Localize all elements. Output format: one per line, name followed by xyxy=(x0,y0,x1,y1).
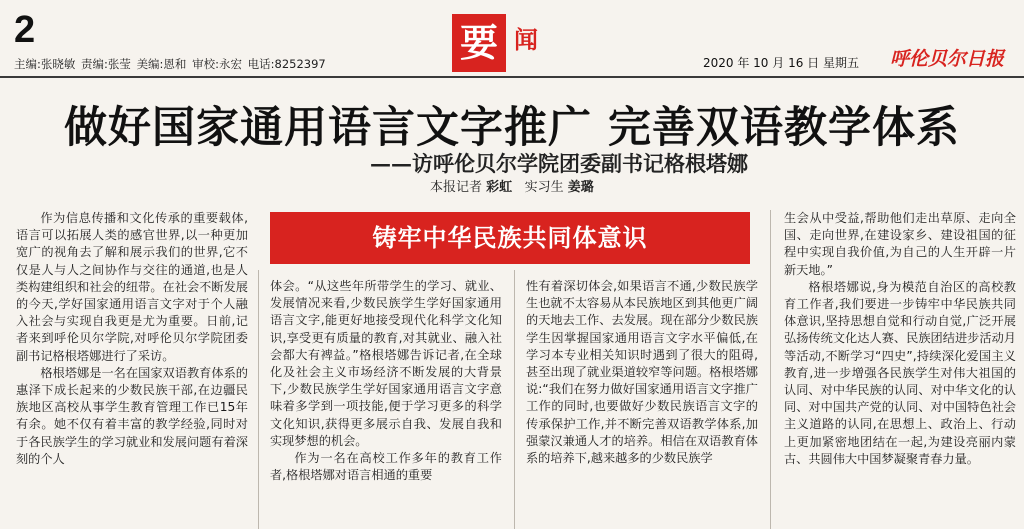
paragraph: 生会从中受益,帮助他们走出草原、走向全国、走向世界,在建设家乡、建设祖国的征程中实现自我价值,为自己的人生开辟一片新天地。” xyxy=(784,211,1016,277)
byline-reporter-label: 本报记者 xyxy=(430,180,483,195)
paragraph: 作为信息传播和文化传承的重要载体,语言可以拓展人类的感官世界,以一种更加宽广的视角去了解和展示我们的世界,它不仅是人与人之间协作与交往的通道,也是人类构建组织和社会的纽带。在社会不断发展的今天,学好国家通用语言文字对于个人融入社会与实现自我更是尤为重要。日前,记者来到呼伦贝尔学院,对呼伦贝尔学院团委副书记格根塔娜进行了采访。 xyxy=(16,211,248,363)
paragraph: 体会。“从这些年所带学生的学习、就业、发展情况来看,少数民族学生学好国家通用语言文字,能更好地接受现代化科学文化知识,享受更有质量的教育,对其就业、融入社会都大有裨益。”格根塔娜告诉记者,在全球化及社会主义市场经济不断发展的大背景下,少数民族学生学好国家通用语言文字意味着多学到一项技能,便于学习更多的科学文化知识,获得更多展示自我、发展自我和实现梦想的机会。 xyxy=(270,279,502,448)
credit-proofreader: 审校:永宏 xyxy=(192,57,242,71)
paragraph: 格根塔娜说,身为模范自治区的高校教育工作者,我们要进一步铸牢中华民族共同体意识,坚持思想自觉和行动自觉,广泛开展弘扬传统文化达人赛、民族团结进步活动月等活动,不断学习“四史”,持续深化爱国主义教育,进一步增强各民族学生对伟大祖国的认同、对中华民族的认同、对中华文化的认同、对中国共产党的认同、对中国特色社会主义道路的认同,在思想上、政治上、行动上更加紧密地团结在一起,为建设亮丽内蒙古、共圆伟大中国梦凝聚青春力量。 xyxy=(784,279,1016,466)
paragraph: 作为一名在高校工作多年的教育工作者,格根塔娜对语言相通的重要 xyxy=(270,451,502,483)
page-number: 2 xyxy=(14,9,36,51)
credit-phone: 电话:8252397 xyxy=(247,57,326,71)
newspaper-masthead-logo: 呼伦贝尔日报 xyxy=(890,48,1005,70)
article-column-1 xyxy=(16,210,248,529)
editorial-credits xyxy=(14,56,328,72)
section-label: 闻 xyxy=(514,25,538,54)
paragraph: 性有着深切体会,如果语言不通,少数民族学生也就不太容易从本民族地区到其他更广阔的天地去工作、去发展。现在部分少数民族学生因掌握国家通用语言文字水平偏低,在学习本专业相关知识时遇到了很大的阻碍,甚至出现了就业渠道较窄等问题。格根塔娜说:“我们在努力做好国家通用语言文字推广工作的同时,也要做好少数民族语言文字的传承保护工作,并不断完善双语教学体系,加强蒙汉兼通人才的培养。相信在双语教育体系的培养下,越来越多的少数民族学 xyxy=(526,279,758,466)
article-subheadline: ——访呼伦贝尔学院团委副书记格根塔娜 xyxy=(370,151,748,176)
byline-intern-label: 实习生 xyxy=(524,180,564,195)
byline-reporter: 彩虹 xyxy=(486,180,513,195)
column-divider xyxy=(258,270,259,529)
paragraph: 格根塔娜是一名在国家双语教育体系的惠泽下成长起来的少数民族干部,在边疆民族地区高校从事学生教育管理工作已15年有余。她不仅有着丰富的教学经验,同时对于各民族学生的学习就业和发展问题有着深刻的个人 xyxy=(16,365,248,466)
article-byline xyxy=(430,176,594,195)
article-column-3 xyxy=(526,278,758,529)
issue-date: 2020 年 10 月 16 日 星期五 xyxy=(703,56,859,70)
credit-editor-in-chief: 主编:张晓敏 xyxy=(14,57,76,71)
article-headline: 做好国家通用语言文字推广 完善双语教学体系 xyxy=(64,103,960,153)
article-column-4 xyxy=(784,210,1016,529)
byline-intern: 姜璐 xyxy=(567,180,594,195)
section-badge: 要 xyxy=(452,14,506,72)
subsection-banner: 铸牢中华民族共同体意识 xyxy=(270,212,750,264)
header-divider xyxy=(0,76,1024,78)
column-divider xyxy=(770,210,771,529)
column-divider xyxy=(514,270,515,529)
credit-responsible-editor: 责编:张莹 xyxy=(81,57,131,71)
credit-art-editor: 美编:恩和 xyxy=(136,57,187,71)
article-column-2 xyxy=(270,278,502,529)
